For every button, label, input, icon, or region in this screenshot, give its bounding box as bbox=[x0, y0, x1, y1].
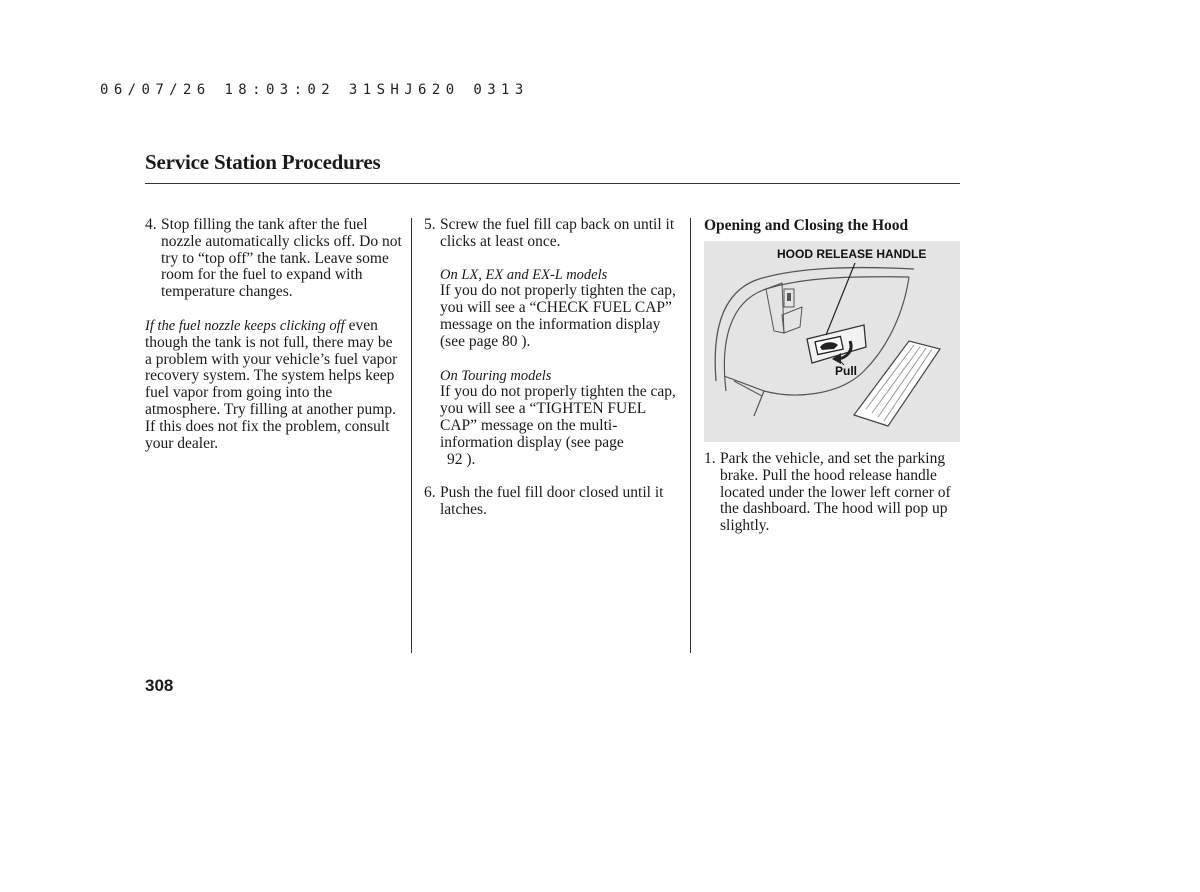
touring-models-page-ref: 92 ). bbox=[447, 450, 476, 468]
column-1 bbox=[145, 217, 403, 452]
step-6-text: Push the fuel fill door closed until it latches. bbox=[440, 484, 664, 519]
column-divider-2 bbox=[690, 218, 691, 653]
step-5-number: 5. bbox=[424, 216, 436, 233]
touring-models-text: If you do not properly tighten the cap, you will see a “TIGHTEN FUEL CAP” message on the multi-information display (see page bbox=[440, 383, 676, 451]
column-divider-1 bbox=[411, 218, 412, 653]
step-6 bbox=[424, 485, 682, 519]
title-rule bbox=[145, 183, 960, 184]
hood-release-illustration bbox=[704, 241, 960, 442]
nozzle-note-text: even though the tank is not full, there may be a problem with your vehicle’s fuel vapor recovery system. The system helps keep fuel vapor from going into the atmosphere. Try filling at another pump. If this does not fix the problem, consult your dealer. bbox=[145, 316, 398, 452]
nozzle-note-lead: If the fuel nozzle keeps clicking off bbox=[145, 317, 345, 334]
nozzle-note bbox=[145, 318, 403, 452]
hood-release-handle-label: HOOD RELEASE HANDLE bbox=[777, 247, 927, 261]
lx-models-heading: On LX, EX and EX-L models bbox=[440, 266, 608, 283]
step-4-number: 4. bbox=[145, 216, 157, 233]
step-6-number: 6. bbox=[424, 484, 436, 502]
step-5 bbox=[424, 217, 682, 251]
lx-models-text: If you do not properly tighten the cap, you will see a “CHECK FUEL CAP” message on the information display (see page 80 ). bbox=[440, 282, 676, 350]
column-2 bbox=[424, 217, 682, 519]
column-3-steps bbox=[704, 451, 964, 535]
pull-label: Pull bbox=[835, 364, 858, 378]
lx-models-note bbox=[424, 267, 682, 351]
step-1 bbox=[704, 451, 964, 535]
page-title: Service Station Procedures bbox=[145, 150, 381, 174]
print-timestamp: 06/07/26 18:03:02 31SHJ620 0313 bbox=[100, 82, 529, 98]
step-1-text: Park the vehicle, and set the parking brake. Pull the hood release handle located under the lower left corner of the dashboard. The hood will pop up slightly. bbox=[720, 450, 951, 535]
step-4-text: Stop filling the tank after the fuel nozzle automatically clicks off. Do not try to “top off” the tank. Leave some room for the fuel to expand with temperature changes. bbox=[161, 216, 402, 301]
hood-subheading: Opening and Closing the Hood bbox=[704, 217, 909, 234]
step-4 bbox=[145, 217, 403, 301]
touring-models-heading: On Touring models bbox=[440, 367, 552, 384]
page-number: 308 bbox=[145, 676, 174, 695]
touring-models-note bbox=[424, 368, 682, 469]
step-1-number: 1. bbox=[704, 450, 716, 467]
hood-release-figure bbox=[704, 241, 960, 442]
step-5-text: Screw the fuel fill cap back on until it clicks at least once. bbox=[440, 216, 675, 250]
